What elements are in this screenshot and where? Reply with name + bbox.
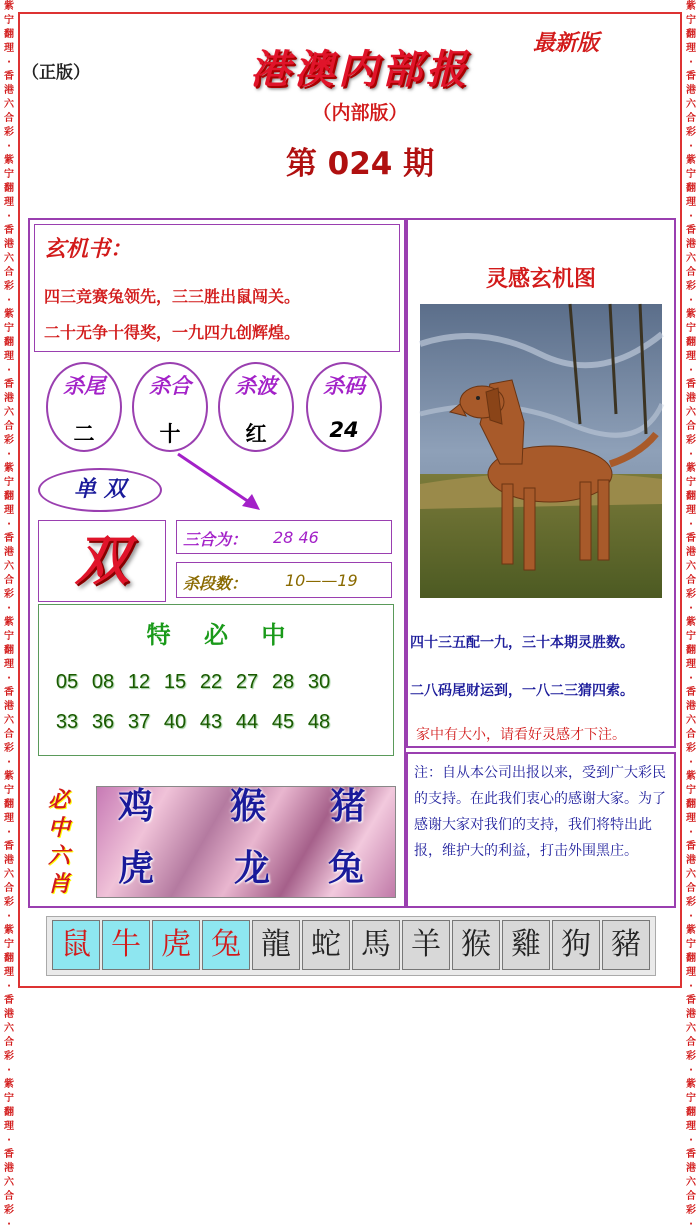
number: 43 <box>199 711 223 733</box>
number: 12 <box>127 671 151 693</box>
zodiac-tile: 雞 <box>502 920 550 970</box>
dog-picture <box>420 304 662 598</box>
zodiac-animal: 虎 <box>118 847 155 889</box>
edition-right: 最新版 <box>533 30 600 56</box>
number: 37 <box>127 711 151 733</box>
pick-label: 杀尾 <box>63 374 105 398</box>
zodiac-animal: 兔 <box>328 847 365 889</box>
odd-even-oval: 单 双 <box>38 468 162 512</box>
zodiac-tile: 鼠 <box>52 920 100 970</box>
zodiac-tile: 豬 <box>602 920 650 970</box>
edition-left: （正版） <box>22 63 90 83</box>
number: 30 <box>307 671 331 693</box>
tebizhong-box <box>38 604 394 756</box>
numbers-row-2 <box>49 711 337 734</box>
number: 15 <box>163 671 187 693</box>
number: 44 <box>235 711 259 733</box>
left-side-text: 紫 宁 翻 理 · 香 港 六 合 彩 · 紫 宁 翻 理 · 香 港 六 合 彩 · 紫 宁 翻 理 · 香 港 六 合 彩 · 紫 宁 翻 理 · 香 港 六 合 彩 · 紫 宁 翻 理 · 香 港 六 合 彩 · 紫 宁 翻 理 · 香 港 六 合 彩 · 紫 宁 翻 理 · 香 港 六 合 彩 · 紫 宁 翻 理 · 香 港 六 合 彩 · <box>4 1 14 1230</box>
pick-oval-2 <box>132 362 208 452</box>
pick-oval-3 <box>218 362 294 452</box>
number: 28 <box>271 671 295 693</box>
numbers-row-1 <box>49 671 337 694</box>
number: 27 <box>235 671 259 693</box>
pick-oval-1 <box>46 362 122 452</box>
zodiac-animal: 猴 <box>230 785 267 827</box>
right-side-text: 紫 宁 翻 理 · 香 港 六 合 彩 · 紫 宁 翻 理 · 香 港 六 合 彩 · 紫 宁 翻 理 · 香 港 六 合 彩 · 紫 宁 翻 理 · 香 港 六 合 彩 · 紫 宁 翻 理 · 香 港 六 合 彩 · 紫 宁 翻 理 · 香 港 六 合 彩 · 紫 宁 翻 理 · 香 港 六 合 彩 · 紫 宁 翻 理 · 香 港 六 合 彩 · <box>686 1 696 1230</box>
xuanji-line2: 二十无争十得奖，一九四九创辉煌。 <box>44 323 301 342</box>
notice-box <box>406 752 676 908</box>
issue-number: 第 024 期 <box>285 146 435 182</box>
arrow-icon <box>170 448 270 518</box>
number: 40 <box>163 711 187 733</box>
pick-label: 杀波 <box>235 374 277 398</box>
shadu-label: 杀段数： <box>183 574 248 593</box>
zodiac-tile: 馬 <box>352 920 400 970</box>
pick-value: 十 <box>159 422 181 446</box>
pick-value: 红 <box>245 422 267 446</box>
tebizhong-heading: 特 必 中 <box>146 620 286 649</box>
pick-value: 二 <box>73 422 95 446</box>
zodiac-tile: 羊 <box>402 920 450 970</box>
right-panel-heading: 灵感玄机图 <box>485 266 596 292</box>
notice-text: 注：自从本公司出报以来，受到广大彩民的支持。在此我们衷心的感谢大家。为了感谢大家对我们的支持，我们将特出此报，维护大的利益，打击外围黑庄。 <box>414 765 666 859</box>
zodiac-tile: 牛 <box>102 920 150 970</box>
zodiac-animal: 鸡 <box>118 785 155 827</box>
poem-line-1: 四十三五配一九，三十本期灵胜数。 <box>410 635 634 651</box>
shadu-box <box>176 562 392 598</box>
big-char-box <box>38 520 166 602</box>
number: 22 <box>199 671 223 693</box>
page-title: 港澳内部报 <box>250 46 470 93</box>
zodiac-tile: 猴 <box>452 920 500 970</box>
pick-label: 杀码 <box>323 374 365 398</box>
zodiac-animal: 猪 <box>330 785 367 827</box>
xuanji-line1: 四三竞赛兔领先，三三胜出鼠闯关。 <box>44 287 301 306</box>
zodiac-tile: 兔 <box>202 920 250 970</box>
subtitle: （内部版） <box>312 102 408 124</box>
pick-oval-4 <box>306 362 382 452</box>
number: 48 <box>307 711 331 733</box>
sanhe-value: 28 46 <box>273 528 319 547</box>
pick-value: 24 <box>329 418 359 442</box>
note-line: 家中有大小，请看好灵感才下注。 <box>416 727 626 743</box>
pick-label: 杀合 <box>149 374 191 398</box>
zodiac-animal: 龙 <box>234 847 271 889</box>
shadu-value: 10——19 <box>285 571 358 590</box>
number: 33 <box>55 711 79 733</box>
zodiac-tile: 虎 <box>152 920 200 970</box>
poem-line-2: 二八码尾财运到，一八二三猜四索。 <box>410 683 634 699</box>
number: 45 <box>271 711 295 733</box>
zodiac-tile: 狗 <box>552 920 600 970</box>
number: 08 <box>91 671 115 693</box>
six-zodiac-label: 必中六肖 <box>48 787 71 897</box>
sanhe-box <box>176 520 392 554</box>
number: 05 <box>55 671 79 693</box>
xuanji-heading: 玄机书： <box>44 236 133 262</box>
big-char: 双 <box>75 528 129 592</box>
number: 36 <box>91 711 115 733</box>
zodiac-tile: 龍 <box>252 920 300 970</box>
zodiac-tile: 蛇 <box>302 920 350 970</box>
sanhe-label: 三合为： <box>183 530 248 549</box>
